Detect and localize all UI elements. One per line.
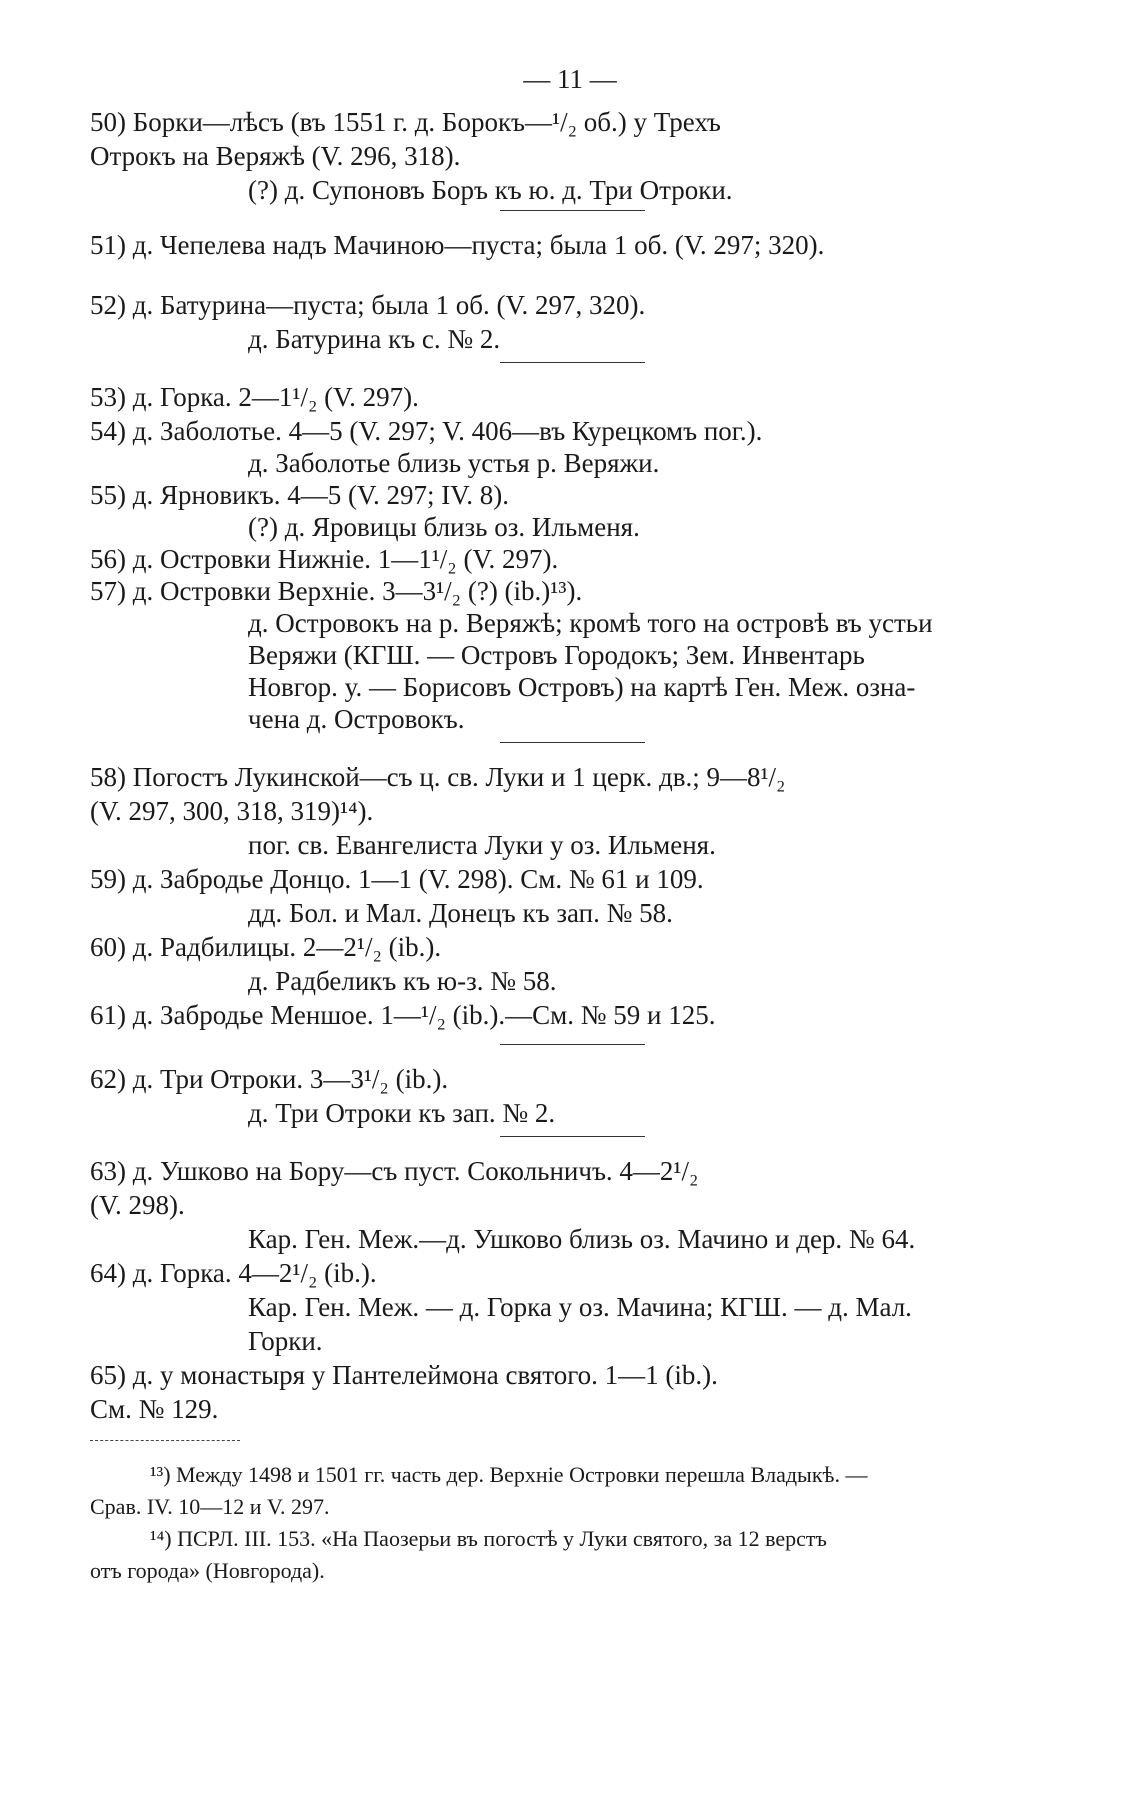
- entry-line: д. Батурина къ с. № 2.: [248, 324, 501, 354]
- section-divider: [500, 1044, 645, 1045]
- footnote-line: отъ города» (Новгорода).: [90, 1558, 325, 1583]
- entry-line: 50) Борки—лѣсъ (въ 1551 г. д. Борокъ—¹/₂ об.) у Трехъ: [90, 107, 721, 137]
- entry-line: (?) д. Яровицы близь оз. Ильменя.: [248, 512, 640, 542]
- entry-line: 53) д. Горка. 2—1¹/₂ (V. 297).: [90, 382, 419, 412]
- section-divider: [500, 1136, 645, 1137]
- entry-line: 59) д. Забродье Донцо. 1—1 (V. 298). См. № 61 и 109.: [90, 864, 704, 894]
- entry-line: 60) д. Радбилицы. 2—2¹/₂ (ib.).: [90, 932, 442, 962]
- entry-line: 61) д. Забродье Меншое. 1—¹/₂ (ib.).—См. № 59 и 125.: [90, 1000, 716, 1030]
- section-divider: [500, 210, 645, 211]
- entry-line: Кар. Ген. Меж.—д. Ушково близь оз. Мачино и дер. № 64.: [248, 1224, 916, 1254]
- entry-line: пог. св. Евангелиста Луки у оз. Ильменя.: [248, 830, 716, 860]
- entry-line: дд. Бол. и Мал. Донецъ къ зап. № 58.: [248, 898, 673, 928]
- entry-line: 58) Погостъ Лукинской—съ ц. св. Луки и 1 церк. дв.; 9—8¹/₂: [90, 762, 786, 792]
- entry-line: (V. 298).: [90, 1190, 185, 1220]
- entry-line: Кар. Ген. Меж. — д. Горка у оз. Мачина; КГШ. — д. Мал.: [248, 1292, 912, 1322]
- section-divider: [500, 362, 645, 363]
- entry-line: 57) д. Островки Верхніе. 3—3¹/₂ (?) (ib.)¹³).: [90, 576, 583, 606]
- footnote-line: Срав. IV. 10—12 и V. 297.: [90, 1494, 330, 1519]
- entry-line: 56) д. Островки Нижніе. 1—1¹/₂ (V. 297).: [90, 544, 559, 574]
- entry-line: 55) д. Ярновикъ. 4—5 (V. 297; IV. 8).: [90, 480, 509, 510]
- entry-line: 65) д. у монастыря у Пантелеймона святого. 1—1 (ib.).: [90, 1360, 718, 1390]
- entry-line: д. Островокъ на р. Веряжѣ; кромѣ того на островѣ въ устьи: [248, 608, 933, 638]
- footnote-line: ¹⁴) ПСРЛ. III. 153. «На Паозерьи въ погостѣ у Луки святого, за 12 верстъ: [150, 1526, 827, 1551]
- entry-line: 52) д. Батурина—пуста; была 1 об. (V. 297, 320).: [90, 290, 646, 320]
- entry-line: 51) д. Чепелева надъ Мачиною—пуста; была 1 об. (V. 297; 320).: [90, 230, 825, 260]
- entry-line: Новгор. у. — Борисовъ Островъ) на картѣ Ген. Меж. озна-: [248, 672, 916, 702]
- entry-line: 64) д. Горка. 4—2¹/₂ (ib.).: [90, 1258, 377, 1288]
- section-divider: [500, 742, 645, 743]
- entry-line: Горки.: [248, 1326, 323, 1356]
- entry-line: 63) д. Ушково на Бору—съ пуст. Сокольничъ. 4—2¹/₂: [90, 1156, 699, 1186]
- page-number: — 11 —: [523, 64, 617, 94]
- entry-line: д. Три Отроки къ зап. № 2.: [248, 1098, 556, 1128]
- entry-line: чена д. Островокъ.: [248, 704, 465, 734]
- entry-line: 54) д. Заболотье. 4—5 (V. 297; V. 406—въ Курецкомъ пог.).: [90, 416, 763, 446]
- entry-line: Веряжи (КГШ. — Островъ Городокъ; Зем. Инвентарь: [248, 640, 865, 670]
- footnote-separator: [90, 1440, 240, 1441]
- entry-line: (?) д. Супоновъ Боръ къ ю. д. Три Отроки.: [248, 175, 733, 205]
- entry-line: 62) д. Три Отроки. 3—3¹/₂ (ib.).: [90, 1064, 449, 1094]
- entry-line: д. Заболотье близь устья р. Веряжи.: [248, 448, 660, 478]
- footnote-line: ¹³) Между 1498 и 1501 гг. часть дер. Верхніе Островки перешла Владыкѣ. —: [150, 1462, 868, 1487]
- entry-line: См. № 129.: [90, 1394, 219, 1424]
- entry-line: (V. 297, 300, 318, 319)¹⁴).: [90, 796, 374, 826]
- entry-line: Отрокъ на Веряжѣ (V. 296, 318).: [90, 141, 461, 171]
- entry-line: д. Радбеликъ къ ю-з. № 58.: [248, 966, 557, 996]
